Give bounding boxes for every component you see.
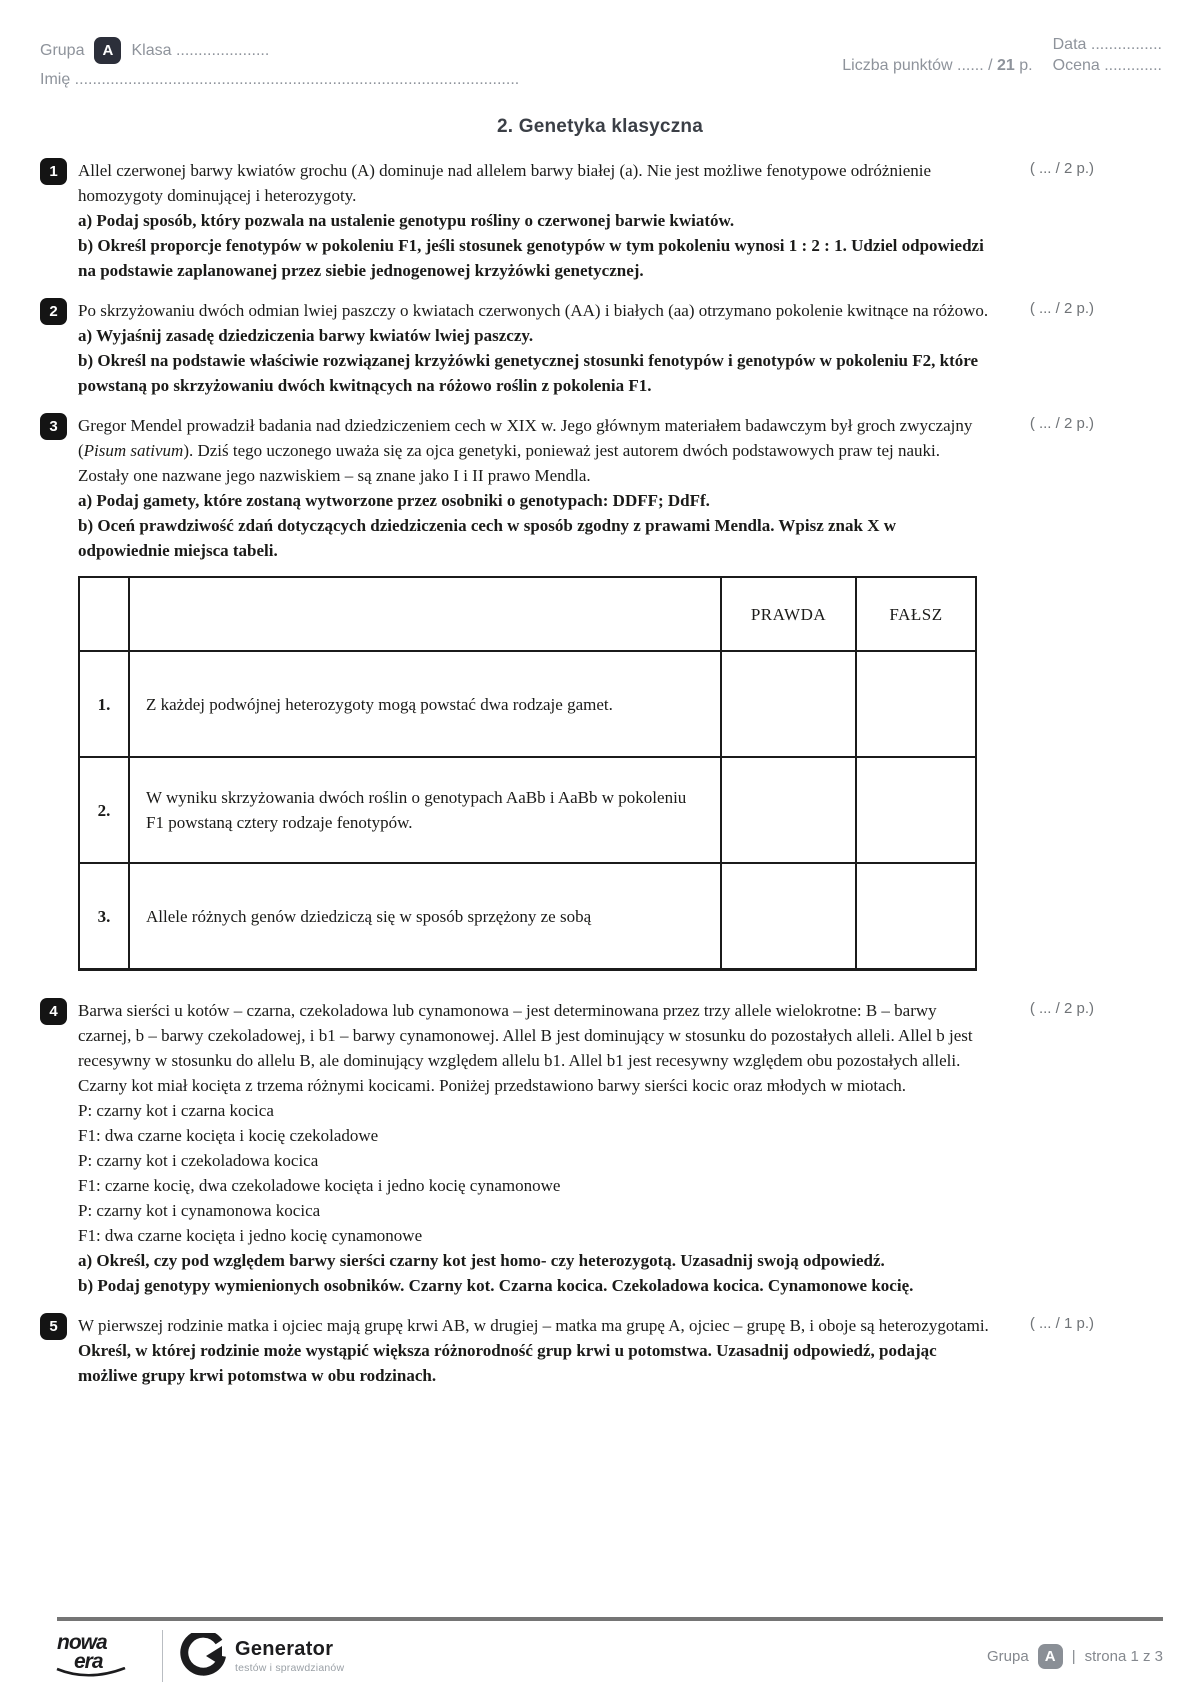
truth-table-col-falsz: FAŁSZ (856, 577, 976, 651)
question-5-number-badge: 5 (40, 1313, 67, 1340)
row-statement: Allele różnych genów dziedziczą się w sposób sprzężony ze sobą (129, 863, 721, 970)
row-number: 1. (79, 651, 129, 757)
generator-logo-title: Generator (235, 1637, 334, 1660)
question-1-task-a: a) Podaj sposób, który pozwala na ustalenie genotypu rośliny o czerwonej barwie kwiatów. (78, 211, 735, 230)
generator-logo-subtitle: testów i sprawdzianów (235, 1661, 345, 1674)
table-row (79, 863, 976, 970)
answer-cell-falsz-2 (856, 757, 976, 863)
swoosh-icon (55, 1667, 127, 1679)
questions-list (0, 158, 1200, 1388)
answer-cell-falsz-3 (856, 863, 976, 970)
date-blank: Data ................ (1052, 36, 1162, 53)
question-1-task-b: b) Określ proporcje fenotypów w pokoleniu F1, jeśli stosunek genotypów w tym pokoleniu wynosi 1 : 2 : 1. Udziel odpowiedzi na podstawie zaplanowanej przez siebie jednogenowej krzyżówki genetycznej. (78, 236, 984, 280)
group-label: Grupa (40, 41, 85, 59)
question-1-points: ( ... / 2 p.) (1029, 160, 1094, 177)
question-3-intro: Gregor Mendel prowadził badania nad dziedziczeniem cech w XIX w. Jego głównym materiałem badawczym był groch zwyczajny (Pisum sativum). Dziś tego uczonego uważa się za ojca genetyki, ponieważ jest autorem dwóch podstawowych praw tej nauki. Zostały one nazwane jego nazwiskiem – są znane jako I i II prawo Mendla. (78, 416, 973, 485)
question-4-task-b: b) Podaj genotypy wymienionych osobników. Czarny kot. Czarna kocica. Czekoladowa kocica. Cynamonowe kocię. (78, 1276, 914, 1295)
nowa-era-logo-text-bottom: era (74, 1650, 103, 1673)
question-2-number-badge: 2 (40, 298, 67, 325)
grade-blank: Ocena ............. (1052, 57, 1162, 74)
question-5-intro: W pierwszej rodzinie matka i ojciec mają grupę krwi AB, w drugiej – matka ma grupę A, ojciec – grupę B, i oboje są heterozygotami. (78, 1316, 989, 1335)
question-3 (40, 413, 1160, 983)
question-3-task-b: b) Oceń prawdziwość zdań dotyczących dziedziczenia cech w sposób zgodny z prawami Mendla. Wpisz znak X w odpowiednie miejsca tabeli. (78, 516, 897, 560)
footer-page-info (987, 1644, 1163, 1669)
cross-line-4: F1: czarne kocię, dwa czekoladowe kocięta i jedno kocię cynamonowe (78, 1176, 561, 1195)
question-2 (40, 298, 1160, 398)
footer-separator: | (1071, 1647, 1076, 1665)
row-number: 2. (79, 757, 129, 863)
header-left (40, 36, 519, 94)
answer-cell-prawda-1 (721, 651, 856, 757)
answer-cell-falsz-1 (856, 651, 976, 757)
score-blank: Liczba punktów ...... / 21 p. (842, 57, 1033, 74)
latin-species-name: Pisum sativum (83, 441, 184, 460)
question-4-task-a: a) Określ, czy pod względem barwy sierści czarny kot jest homo- czy heterozygotą. Uzasadnij swoją odpowiedź. (78, 1251, 885, 1270)
cross-line-6: F1: dwa czarne kocięta i jedno kocię cynamonowe (78, 1226, 423, 1245)
row-statement: Z każdej podwójnej heterozygoty mogą powstać dwa rodzaje gamet. (129, 651, 721, 757)
name-blank: Imię .................................................................................................... (40, 70, 520, 88)
question-1-number-badge: 1 (40, 158, 67, 185)
question-1-intro: Allel czerwonej barwy kwiatów grochu (A) dominuje nad allelem barwy białej (a). Nie jest możliwe fenotypowe odróżnienie homozygoty dominującej i heterozygoty. (78, 161, 932, 205)
score-total: 21 (997, 57, 1015, 74)
truth-table (78, 576, 977, 971)
question-3-points: ( ... / 2 p.) (1029, 415, 1094, 432)
nowa-era-logo (57, 1633, 145, 1679)
answer-cell-prawda-2 (721, 757, 856, 863)
question-4-intro-1: Barwa sierści u kotów – czarna, czekoladowa lub cynamonowa – jest determinowana przez trzy allele wielokrotne: B – barwy czarnej, b – barwy czekoladowej, i b1 – barwy cynamonowej. Allel B jest dominujący w stosunku do pozostałych alleli. Allel b jest recesywny w stosunku do allelu B, ale dominujący względem allelu b1. Allel b1 jest recesywny względem obu pozostałych alleli. (78, 1001, 973, 1070)
row-statement: W wyniku skrzyżowania dwóch roślin o genotypach AaBb i AaBb w pokoleniu F1 powstaną cztery rodzaje fenotypów. (129, 757, 721, 863)
question-2-intro: Po skrzyżowaniu dwóch odmian lwiej paszczy o kwiatach czerwonych (AA) i białych (aa) otrzymano pokolenie kwitnące na różowo. (78, 301, 989, 320)
truth-table-col-prawda: PRAWDA (721, 577, 856, 651)
table-row (79, 757, 976, 863)
question-2-task-a: a) Wyjaśnij zasadę dziedziczenia barwy kwiatów lwiej paszczy. (78, 326, 534, 345)
footer-group-label: Grupa (987, 1647, 1029, 1665)
footer-page-number: strona 1 z 3 (1084, 1647, 1163, 1665)
question-4-intro-2: Czarny kot miał kocięta z trzema różnymi kocicami. Poniżej przedstawiono barwy sierści kocic oraz młodych w miotach. (78, 1076, 906, 1095)
header-right (842, 36, 1162, 75)
question-1 (40, 158, 1160, 283)
truth-table-corner (79, 577, 129, 651)
sheet-footer (57, 1617, 1163, 1682)
table-row (79, 651, 976, 757)
truth-table-statement-header (129, 577, 721, 651)
generator-icon (180, 1633, 226, 1679)
question-5-task: Określ, w której rodzinie może wystąpić większa różnorodność grup krwi u potomstwa. Uzasadnij odpowiedź, podając możliwe grupy krwi potomstwa w obu rodzinach. (78, 1341, 937, 1385)
cross-line-2: F1: dwa czarne kocięta i kocię czekoladowe (78, 1126, 379, 1145)
row-number: 3. (79, 863, 129, 970)
question-3-number-badge: 3 (40, 413, 67, 440)
footer-logos (57, 1630, 344, 1682)
footer-divider (162, 1630, 163, 1682)
class-blank: Klasa ..................... (131, 41, 270, 59)
generator-logo (180, 1633, 344, 1679)
question-4-number-badge: 4 (40, 998, 67, 1025)
question-2-points: ( ... / 2 p.) (1029, 300, 1094, 317)
question-2-task-b: b) Określ na podstawie właściwie rozwiązanej krzyżówki genetycznej stosunki fenotypów i genotypów w pokoleniu F2, które powstaną po skrzyżowaniu dwóch kwitnących na różowo roślin z pokolenia F1. (78, 351, 979, 395)
cross-line-3: P: czarny kot i czekoladowa kocica (78, 1151, 319, 1170)
sheet-header (0, 0, 1200, 94)
question-4-points: ( ... / 2 p.) (1029, 1000, 1094, 1017)
page-title: 2. Genetyka klasyczna (497, 116, 703, 137)
answer-cell-prawda-3 (721, 863, 856, 970)
question-5-points: ( ... / 1 p.) (1029, 1315, 1094, 1332)
question-4 (40, 998, 1160, 1298)
cross-line-1: P: czarny kot i czarna kocica (78, 1101, 274, 1120)
group-badge: A (94, 37, 121, 64)
question-5 (40, 1313, 1160, 1388)
footer-group-badge: A (1038, 1644, 1063, 1669)
question-3-task-a: a) Podaj gamety, które zostaną wytworzone przez osobniki o genotypach: DDFF; DdFf. (78, 491, 710, 510)
nowa-era-logo-text-top: nowa (57, 1631, 107, 1654)
cross-line-5: P: czarny kot i cynamonowa kocica (78, 1201, 321, 1220)
